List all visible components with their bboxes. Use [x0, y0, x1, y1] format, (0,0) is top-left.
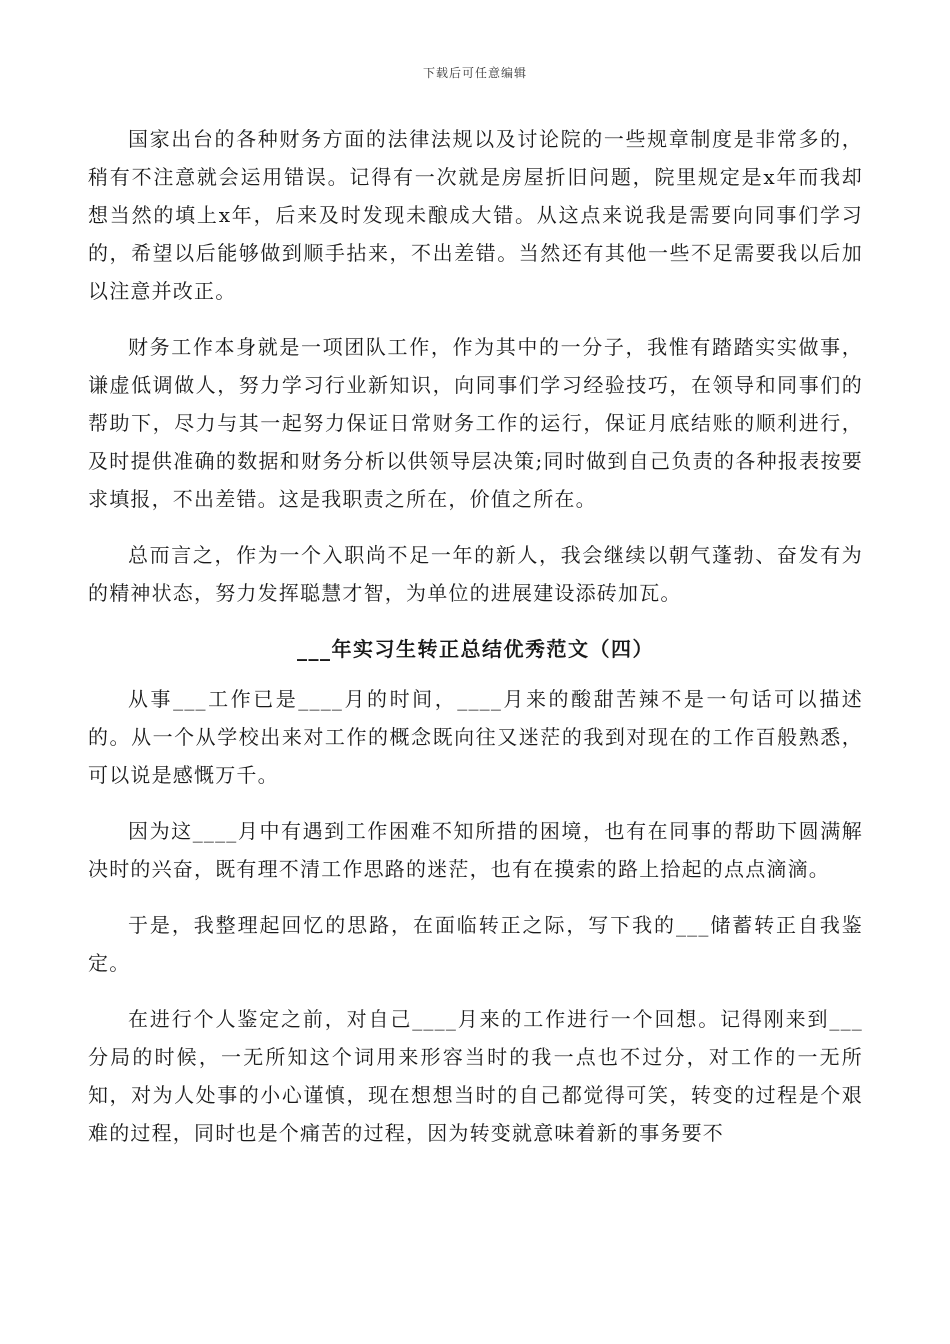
paragraph: 总而言之，作为一个入职尚不足一年的新人，我会继续以朝气蓬勃、奋发有为的精神状态，努力发挥聪慧才智，为单位的进展建设添砖加瓦。 — [88, 543, 863, 605]
document-body — [88, 120, 863, 1170]
paragraph: 国家出台的各种财务方面的法律法规以及讨论院的一些规章制度是非常多的，稍有不注意就会运用错误。记得有一次就是房屋折旧问题，院里规定是x年而我却想当然的填上x年，后来及时发现未酿成大错。从这点来说我是需要向同事们学习的，希望以后能够做到顺手拈来，不出差错。当然还有其他一些不足需要我以后加以注意并改正。 — [88, 127, 863, 303]
paragraph: 财务工作本身就是一项团队工作，作为其中的一分子，我惟有踏踏实实做事，谦虚低调做人，努力学习行业新知识，向同事们学习经验技巧，在领导和同事们的帮助下，尽力与其一起努力保证日常财务工作的运行，保证月底结账的顺利进行，及时提供准确的数据和财务分析以供领导层决策;同时做到自己负责的各种报表按要求填报，不出差错。这是我职责之所在，价值之所在。 — [88, 335, 863, 511]
paragraph: 因为这____月中有遇到工作困难不知所措的困境，也有在同事的帮助下圆满解决时的兴奋，既有理不清工作思路的迷茫，也有在摸索的路上拾起的点点滴滴。 — [88, 819, 863, 881]
paragraph: 从事___工作已是____月的时间，____月来的酸甜苦辣不是一句话可以描述的。从一个从学校出来对工作的概念既向往又迷茫的我到对现在的工作百般熟悉，可以说是感慨万千。 — [88, 687, 863, 787]
paragraph: 于是，我整理起回忆的思路，在面临转正之际，写下我的___储蓄转正自我鉴定。 — [88, 913, 863, 975]
page-header: 下载后可任意编辑 — [422, 66, 527, 80]
paragraph: 在进行个人鉴定之前，对自己____月来的工作进行一个回想。记得刚来到___分局的时候，一无所知这个词用来形容当时的我一点也不过分，对工作的一无所知，对为人处事的小心谨慎，现在想想当时的自己都觉得可笑，转变的过程是个艰难的过程，同时也是个痛苦的过程，因为转变就意味着新的事务要不 — [88, 1007, 863, 1145]
section-heading: ___年实习生转正总结优秀范文（四） — [297, 637, 654, 661]
